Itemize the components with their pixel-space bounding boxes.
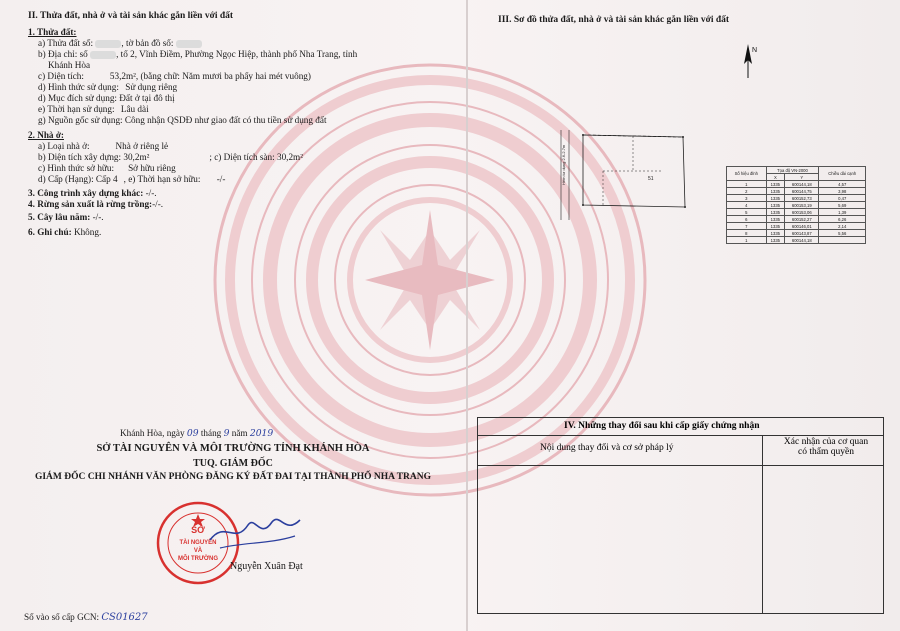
- land-use-form: d) Hình thức sử dụng: Sử dụng riêng: [38, 82, 178, 92]
- house-type: a) Loại nhà ở: Nhà ở riêng lẻ: [38, 141, 169, 151]
- handwritten-signature: [200, 500, 310, 560]
- svg-text:51: 51: [648, 176, 654, 182]
- changes-table-header: [478, 435, 883, 466]
- changes-table-divider: [762, 435, 763, 613]
- svg-text:N: N: [752, 47, 758, 54]
- svg-text:TÀI NGUYÊN: TÀI NGUYÊN: [179, 540, 217, 546]
- land-address-cont: Khánh Hòa: [48, 60, 91, 70]
- coord-row: 4 1335 600153,19 5,69: [727, 202, 866, 209]
- section-iii-title: III. Sơ đồ thửa đất, nhà ở và tài sản khác gắn liền với đất: [498, 15, 730, 25]
- header-authority-confirmation: Xác nhận của cơ quan có thẩm quyền: [783, 437, 869, 457]
- header-change-content: Nội dung thay đổi và cơ sở pháp lý: [540, 443, 674, 453]
- redacted-map-sheet: [176, 40, 202, 48]
- svg-text:SỞ: SỞ: [191, 525, 205, 535]
- signer-name: Nguyễn Xuân Đạt: [230, 561, 303, 572]
- coord-row: 2 1335 600144,75 3,98: [727, 188, 866, 195]
- svg-text:VÀ: VÀ: [193, 548, 203, 554]
- land-use-origin: g) Nguồn gốc sử dụng: Công nhận QSDĐ như giao đất có thu tiền sử dụng đất: [38, 115, 327, 125]
- perennial-trees: 5. Cây lâu năm: -/-.: [28, 212, 104, 222]
- coord-row: 1 1335 600144,18: [727, 237, 866, 244]
- svg-text:MÔI TRƯỜNG: MÔI TRƯỜNG: [177, 556, 219, 562]
- north-arrow-icon: [738, 42, 758, 82]
- coord-row: 1 1335 600144,18 4,57: [727, 181, 866, 188]
- coordinate-table: Số hiệu đỉnh Tọa độ VN-2000 Chiều dài cạnh X Y 1 1335 600144,18 4,57 2 1335 600144,75 3,98 3 1335 600152,73 0,47 4 1335 600153,19 5,69 5 1335 600153,06 1,39 6 1335 600152,27 6,26 7 1335 600146,01 2,14 8 1335 600143,87 5,56 1 1335 600144,18: [726, 166, 866, 244]
- coord-row: 5 1335 600153,06 1,39: [727, 209, 866, 216]
- redacted-house-number: [90, 51, 116, 59]
- land-area: c) Diện tích: 53,2m², (bằng chữ: Năm mươi ba phẩy hai mét vuông): [38, 71, 311, 81]
- changes-table-title: IV. Những thay đổi sau khi cấp giấy chứng nhận: [478, 418, 883, 436]
- issue-date: Khánh Hòa, ngày 09 tháng 9 năm 2019: [120, 428, 274, 439]
- on-behalf-of: TUQ. GIÁM ĐỐC: [193, 458, 273, 469]
- redacted-number: [95, 40, 121, 48]
- land-address: b) Địa chỉ: số , tổ 2, Vĩnh Điềm, Phường Ngọc Hiệp, thành phố Nha Trang, tỉnh: [38, 49, 358, 59]
- section-ii-title: II. Thửa đất, nhà ở và tài sản khác gắn liền với đất: [28, 11, 234, 21]
- coord-row: 7 1335 600146,01 2,14: [727, 223, 866, 230]
- land-use-purpose: d) Mục đích sử dụng: Đất ở tại đô thị: [38, 93, 175, 103]
- registration-number: Số vào sổ cấp GCN: CS01627: [24, 612, 148, 623]
- land-use-term: e) Thời hạn sử dụng: Lâu dài: [38, 104, 149, 114]
- house-built-area: b) Diện tích xây dựng: 30,2m² ; c) Diện tích sàn: 30,2m²: [38, 152, 303, 162]
- coord-row: 6 1335 600152,27 6,26: [727, 216, 866, 223]
- land-heading: 1. Thửa đất:: [28, 27, 77, 37]
- notes: 6. Ghi chú: Không.: [28, 227, 102, 237]
- coord-row: 3 1335 600152,73 0,47: [727, 195, 866, 202]
- house-heading: 2. Nhà ở:: [28, 130, 64, 140]
- parcel-sketch: [553, 125, 713, 225]
- issuing-authority: SỞ TÀI NGUYÊN VÀ MÔI TRƯỜNG TỈNH KHÁNH HÒA: [96, 443, 370, 454]
- production-forest: 4. Rừng sản xuất là rừng trồng:-/-.: [28, 199, 164, 209]
- svg-text:Hẻm tư dụng 2.6-2.7m: Hẻm tư dụng 2.6-2.7m: [561, 144, 566, 185]
- other-construction: 3. Công trình xây dựng khác: -/-.: [28, 188, 157, 198]
- house-grade: d) Cấp (Hạng): Cấp 4 , e) Thời hạn sở hữu: -/-: [38, 174, 226, 184]
- house-ownership-form: c) Hình thức sở hữu: Sở hữu riêng: [38, 163, 176, 173]
- land-parcel-number: a) Thửa đất số: , tờ bản đồ số:: [38, 38, 202, 49]
- coord-row: 8 1335 600143,87 5,56: [727, 230, 866, 237]
- branch-director-title: GIÁM ĐỐC CHI NHÁNH VĂN PHÒNG ĐĂNG KÝ ĐẤT ĐAI TẠI THÀNH PHỐ NHA TRANG: [34, 472, 432, 482]
- changes-table: [477, 417, 884, 614]
